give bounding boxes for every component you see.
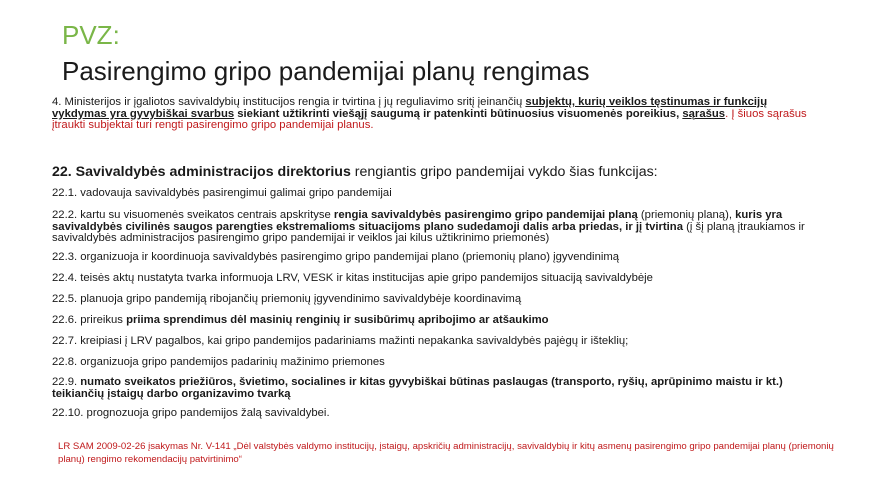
list-item-22-9 (52, 377, 822, 400)
point-4-text-a: 4. Ministerijos ir įgaliotos savivaldybių institucijos rengia ir tvirtina į jų reguliavimo sritį įeinančių (52, 96, 526, 108)
slide-title: Pasirengimo gripo pandemijai planų rengimas (62, 56, 590, 86)
item-text: 22.6. prireikus (52, 314, 127, 326)
item-text: 22.10. prognozuoja gripo pandemijos žalą savivaldybei. (52, 407, 330, 419)
list-item-22-7 (52, 336, 822, 348)
section-22-bold: 22. Savivaldybės administracijos direktorius (52, 164, 351, 180)
list-item-22-8 (52, 357, 822, 369)
point-4-text-d: sąrašus (682, 107, 726, 120)
item-text: 22.2. kartu su visuomenės sveikatos centrais apskrityse (52, 209, 334, 221)
list-item-22-1 (52, 188, 822, 200)
point-4-text-c: siekiant užtikrinti viešąjį saugumą ir patenkinti būtinuosius visuomenės poreikius, (234, 107, 683, 120)
item-text: (į šį planą įtraukiamos ir savivaldybės administracijos pasirengimo gripo pandemijai ir veiklos jai kilus užtikrinimo priemonės) (52, 220, 805, 245)
list-item-22-2 (52, 210, 822, 245)
item-text: 22.8. organizuoja gripo pandemijos padarinių mažinimo priemones (52, 356, 385, 368)
section-22-heading (52, 163, 832, 181)
list-item-22-10 (52, 408, 822, 420)
item-text: 22.3. organizuoja ir koordinuoja savivaldybės pasirengimo gripo pandemijai plano (priemonių plano) įgyvendinimą (52, 251, 620, 263)
item-text: 22.9. (52, 376, 81, 388)
item-text: 22.1. vadovauja savivaldybės pasirengimui galimai gripo pandemijai (52, 187, 392, 199)
list-item-22-5 (52, 294, 822, 306)
list-item-22-4 (52, 273, 822, 285)
item-text: 22.4. teisės aktų nustatyta tvarka informuoja LRV, VESK ir kitas institucijas apie gripo pandemijos situaciją savivaldybėje (52, 272, 653, 284)
item-text: (priemonių planą), (637, 209, 736, 221)
list-item-22-6 (52, 315, 822, 327)
point-4-text-b: subjektų, kurių veiklos tęstinumas ir funkcijų vykdymas yra gyvybiškai svarbus (52, 96, 768, 120)
item-text-bold: numato sveikatos priežiūros, švietimo, socialines ir kitas gyvybiškai būtinas paslaugas (transporto, ryšių, aprūpinimo maistu ir kt.) teikiančių įstaigų darbo organizavimo tvarką (52, 376, 783, 400)
list-item-22-3 (52, 252, 822, 264)
source-footnote: LR SAM 2009-02-26 įsakymas Nr. V-141 „Dėl valstybės valdymo institucijų, įstaigų, apskričių administracijų, savivaldybių ir kitų asmenų pasirengimo gripo pandemijai planų (priemonių planų) rengimo rekomendacijų patvirtinimo“ (58, 441, 834, 465)
item-text-bold: kuris yra savivaldybės civilinės saugos parengties ekstremalioms situacijoms plano sudedamoji dalis arba priedas, ir jį tvirtina (52, 209, 783, 233)
section-22-rest: rengiantis gripo pandemijai vykdo šias funkcijas: (350, 164, 658, 180)
item-text: 22.7. kreipiasi į LRV pagalbos, kai gripo pandemijos padariniams mažinti nepakanka savivaldybės pajėgų ir išteklių; (52, 335, 629, 347)
item-text-bold: priima sprendimus dėl masinių renginių ir susibūrimų apribojimo ar atšaukimo (126, 314, 549, 326)
slide-title-prefix: PVZ: (62, 20, 120, 50)
point-4-text-e: . Į šiuos sąrašus įtraukti subjektai turi rengti pasirengimo gripo pandemijai planus. (52, 107, 807, 132)
item-text-bold: rengia savivaldybės pasirengimo gripo pandemijai planą (333, 209, 638, 221)
paragraph-point-4 (52, 97, 822, 132)
item-text: 22.5. planuoja gripo pandemiją ribojančių priemonių įgyvendinimo savivaldybėje koordinavimą (52, 293, 522, 305)
